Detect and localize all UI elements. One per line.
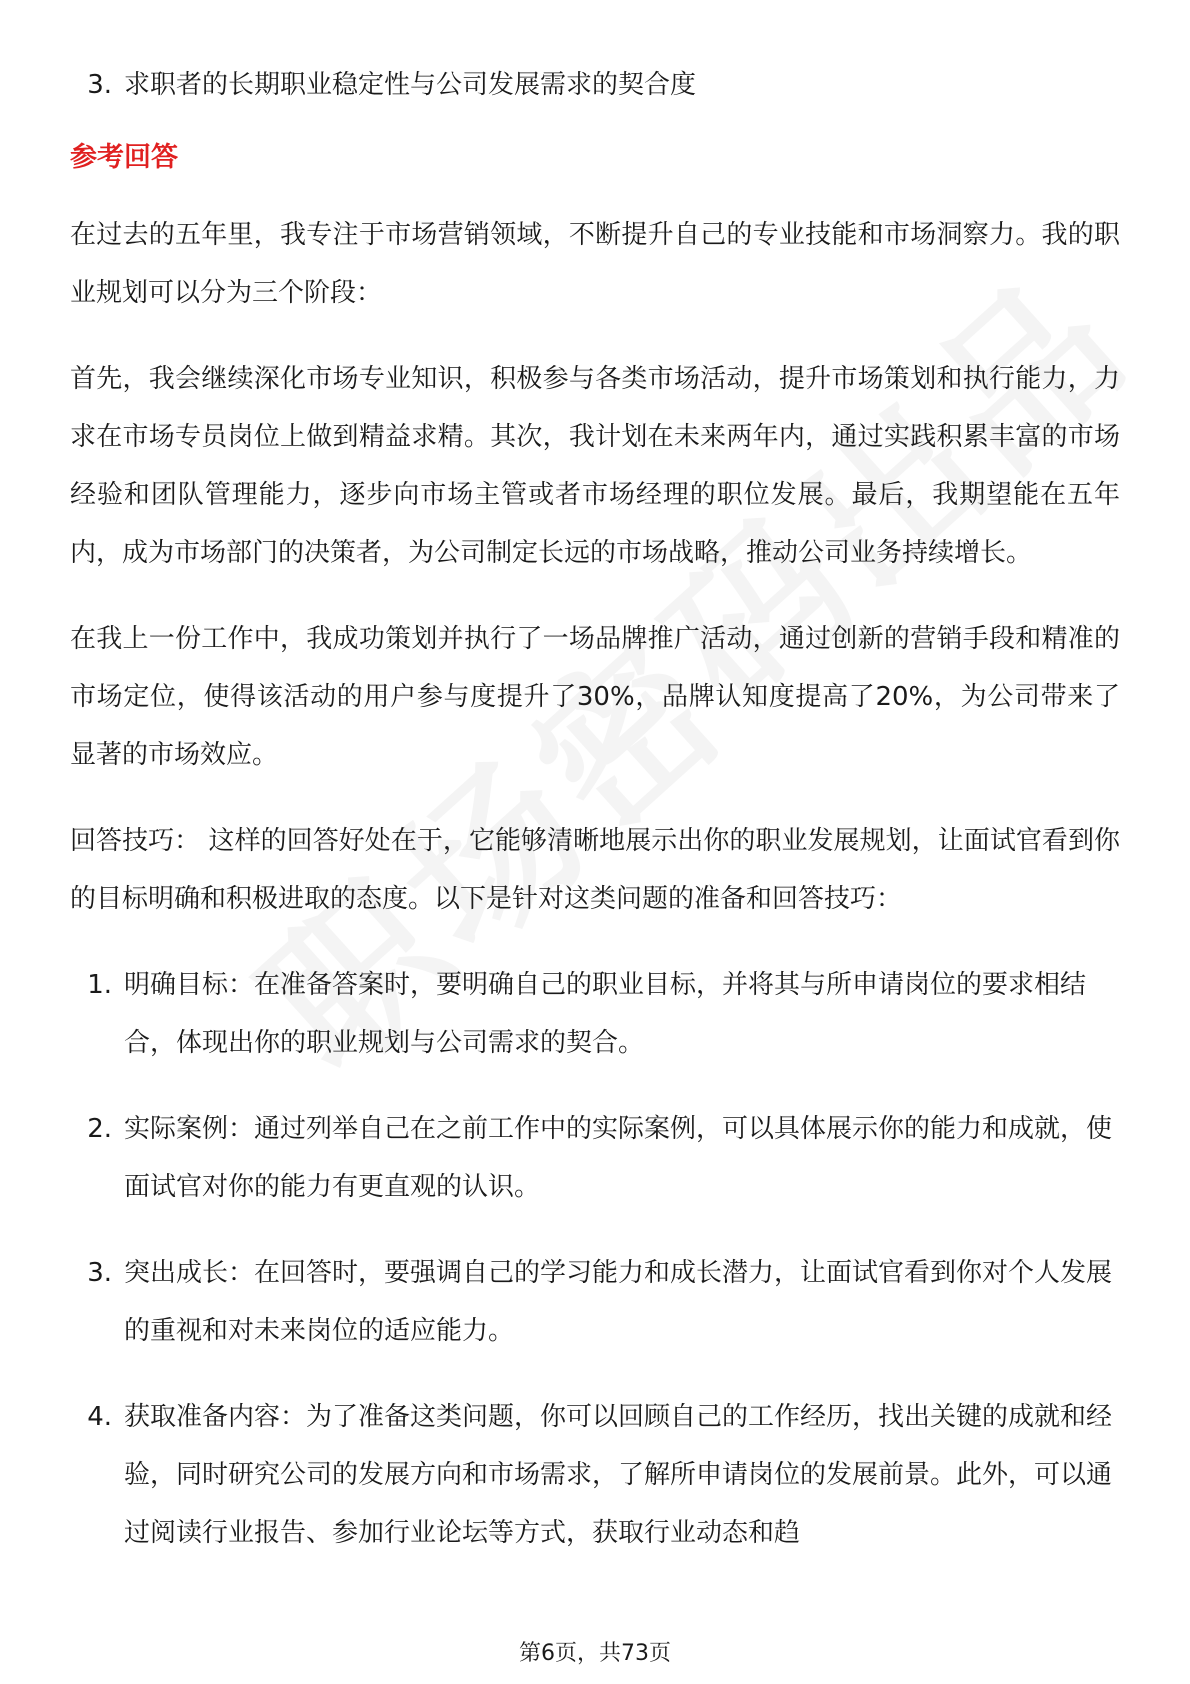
tip-item: [70, 1100, 1120, 1216]
tip-item: [70, 1244, 1120, 1360]
page-footer: 第6页，共73页: [519, 1641, 671, 1666]
paragraph-achievement: 在我上一份工作中，我成功策划并执行了一场品牌推广活动，通过创新的营销手段和精准的市场定位，使得该活动的用户参与度提升了30%，品牌认知度提高了20%，为公司带来了显著的市场效应。: [70, 624, 1120, 770]
section-title: 参考回答: [70, 142, 178, 173]
paragraph-tips-intro: 回答技巧： 这样的回答好处在于，它能够清晰地展示出你的职业发展规划，让面试官看到你的目标明确和积极进取的态度。以下是针对这类问题的准备和回答技巧：: [70, 826, 1120, 914]
tip-number: 3.: [87, 1258, 112, 1288]
tip-text: 突出成长：在回答时，要强调自己的学习能力和成长潜力，让面试官看到你对个人发展的重视和对未来岗位的适应能力。: [124, 1258, 1113, 1346]
tip-text: 获取准备内容：为了准备这类问题，你可以回顾自己的工作经历，找出关键的成就和经验，同时研究公司的发展方向和市场需求，了解所申请岗位的发展前景。此外，可以通过阅读行业报告、参加行业论坛等方式，获取行业动态和趋: [124, 1402, 1113, 1548]
tip-number: 2.: [87, 1114, 112, 1144]
tip-number: 1.: [87, 970, 112, 1000]
item-number: 3.: [87, 70, 112, 100]
tip-number: 4.: [87, 1402, 112, 1432]
tip-item: [70, 1388, 1120, 1562]
paragraph-intro: 在过去的五年里，我专注于市场营销领域，不断提升自己的专业技能和市场洞察力。我的职业规划可以分为三个阶段：: [70, 220, 1120, 308]
tip-item: [70, 956, 1120, 1072]
page-content: [70, 56, 1120, 1562]
question-item: [70, 56, 1120, 114]
paragraph-plan: 首先，我会继续深化市场专业知识，积极参与各类市场活动，提升市场策划和执行能力，力求在市场专员岗位上做到精益求精。其次，我计划在未来两年内，通过实践积累丰富的市场经验和团队管理能力，逐步向市场主管或者市场经理的职位发展。最后，我期望能在五年内，成为市场部门的决策者，为公司制定长远的市场战略，推动公司业务持续增长。: [70, 364, 1120, 568]
item-text: 求职者的长期职业稳定性与公司发展需求的契合度: [124, 70, 697, 100]
tip-text: 实际案例：通过列举自己在之前工作中的实际案例，可以具体展示你的能力和成就，使面试官对你的能力有更直观的认识。: [124, 1114, 1113, 1202]
tip-text: 明确目标：在准备答案时，要明确自己的职业目标，并将其与所申请岗位的要求相结合，体现出你的职业规划与公司需求的契合。: [124, 970, 1087, 1058]
